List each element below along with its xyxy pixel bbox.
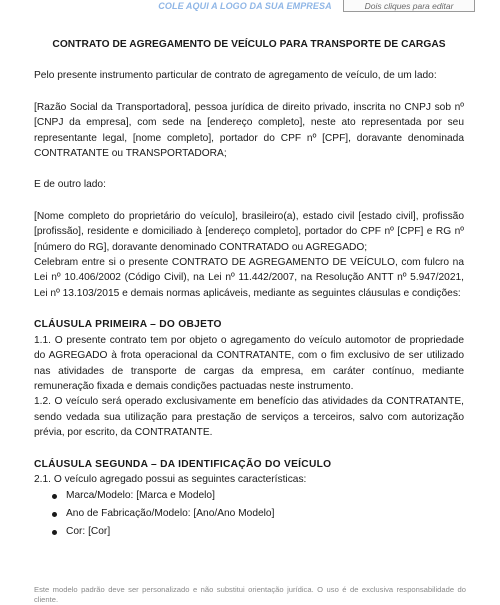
logo-placeholder[interactable]: COLE AQUI A LOGO DA SUA EMPRESA — [158, 1, 332, 11]
intro-paragraph: Pelo presente instrumento particular de contrato de agregamento de veículo, de um lado: — [34, 70, 437, 82]
contratado-paragraph: [Nome completo do proprietário do veículo], brasileiro(a), estado civil [estado civil], profissão [profissão], residente e domiciliado à [endereço completo], portador do CPF nº [CPF] e RG nº [número do RG], doravante denominado CONTRATADO ou AGREGADO; — [34, 210, 464, 253]
clause2-title: CLÁUSULA SEGUNDA – DA IDENTIFICAÇÃO DO VEÍCULO — [34, 458, 332, 470]
contratante-paragraph: [Razão Social da Transportadora], pessoa jurídica de direito privado, inscrita no CNPJ sob nº [CNPJ da empresa], com sede na [endereço completo], neste ato representada por seu representante legal, [nome completo], portador do CPF nº [CPF], doravante denominada CONTRATANTE ou TRANSPORTADORA; — [34, 101, 464, 160]
list-item: Ano de Fabricação/Modelo: [Ano/Ano Modelo] — [52, 505, 464, 523]
disclaimer-note: Este modelo padrão deve ser personalizado e não substitui orientação jurídica. O uso é de exclusiva responsabilidade do cliente. — [34, 585, 466, 604]
contract-title: CONTRATO DE AGREGAMENTO DE VEÍCULO PARA TRANSPORTE DE CARGAS — [52, 39, 446, 50]
top-bar — [0, 0, 500, 14]
clause1-item2: 1.2. O veículo será operado exclusivamente em benefício das atividades da CONTRATANTE, sendo vedada sua utilização para prestação de serviços a terceiros, salvo com autorização prévia, por escrito, da CONTRATANTE. — [34, 396, 464, 439]
clause1-item1: 1.1. O presente contrato tem por objeto o agregamento do veículo automotor de propriedade do AGREGADO à frota operacional da CONTRATANTE, com o fim exclusivo de ser utilizado nas atividades de transporte de cargas da empresa, em caráter contínuo, mediante remuneração fixada e demais condições pactuadas neste instrumento. — [34, 334, 464, 392]
bullet-icon — [52, 530, 57, 535]
edit-hint-button[interactable]: Dois cliques para editar — [343, 0, 475, 12]
vehicle-characteristics-list — [34, 487, 464, 541]
contract-document — [34, 30, 464, 541]
list-item: Cor: [Cor] — [52, 523, 464, 541]
clause1-title: CLÁUSULA PRIMEIRA – DO OBJETO — [34, 319, 222, 331]
other-side-paragraph: E de outro lado: — [34, 179, 106, 191]
bullet-icon — [52, 512, 57, 517]
list-item: Marca/Modelo: [Marca e Modelo] — [52, 487, 464, 505]
bullet-icon — [52, 494, 57, 499]
celebration-paragraph: Celebram entre si o presente CONTRATO DE AGREGAMENTO DE VEÍCULO, com fulcro na Lei nº 10.406/2002 (Código Civil), na Lei nº 11.442/2007, na Resolução ANTT nº 5.947/2021, Lei nº 13.103/2015 e demais normas aplicáveis, mediante as seguintes cláusulas e condições: — [34, 257, 464, 299]
clause2-item1: 2.1. O veículo agregado possui as seguintes características: — [34, 473, 307, 485]
